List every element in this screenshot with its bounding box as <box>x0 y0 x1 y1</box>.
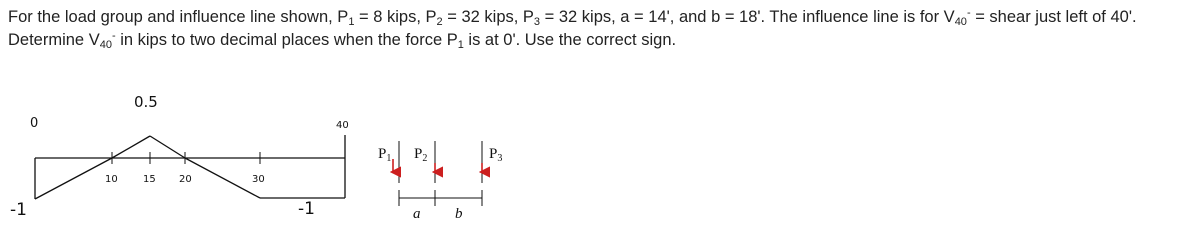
segment-up-to-peak <box>112 136 150 158</box>
forty-label: 40 <box>336 120 349 131</box>
segment-peak-down <box>150 136 185 158</box>
figure <box>0 80 1200 224</box>
tick-label-15: 15 <box>143 174 156 185</box>
zero-label: 0 <box>30 116 39 131</box>
segment-to-bottom <box>185 158 260 198</box>
p3-label: $P_3$ <box>489 146 503 164</box>
dimension-a-label: a <box>413 206 421 222</box>
segment-left-down <box>35 158 112 199</box>
problem-statement: For the load group and influence line shown, $P_1 = 8$ kips, $P_2 = 32$ kips, $P_3 = 32$ kips, a = 14', and b = 18'. The influence line is for $V_{40}^-$ = shear just left of 40'. Determine $V_{40}^-$ in kips to two decimal places when the force $P_1$ is at 0'. Use the correct sign. <box>8 7 1137 51</box>
load-group-diagram <box>378 141 502 222</box>
peak-value-label: 0.5 <box>134 93 158 111</box>
tick-label-20: 20 <box>179 174 192 185</box>
p1-label: $P_1$ <box>378 146 392 164</box>
bottom-left-label: -1 <box>10 200 27 220</box>
tick-label-10: 10 <box>105 174 118 185</box>
dimension-b-label: b <box>455 206 463 222</box>
p2-label: $P_2$ <box>414 146 428 164</box>
influence-line-diagram <box>10 93 349 220</box>
figure-canvas <box>0 80 1200 224</box>
bottom-right-label: -1 <box>298 199 315 219</box>
tick-label-30: 30 <box>252 174 265 185</box>
